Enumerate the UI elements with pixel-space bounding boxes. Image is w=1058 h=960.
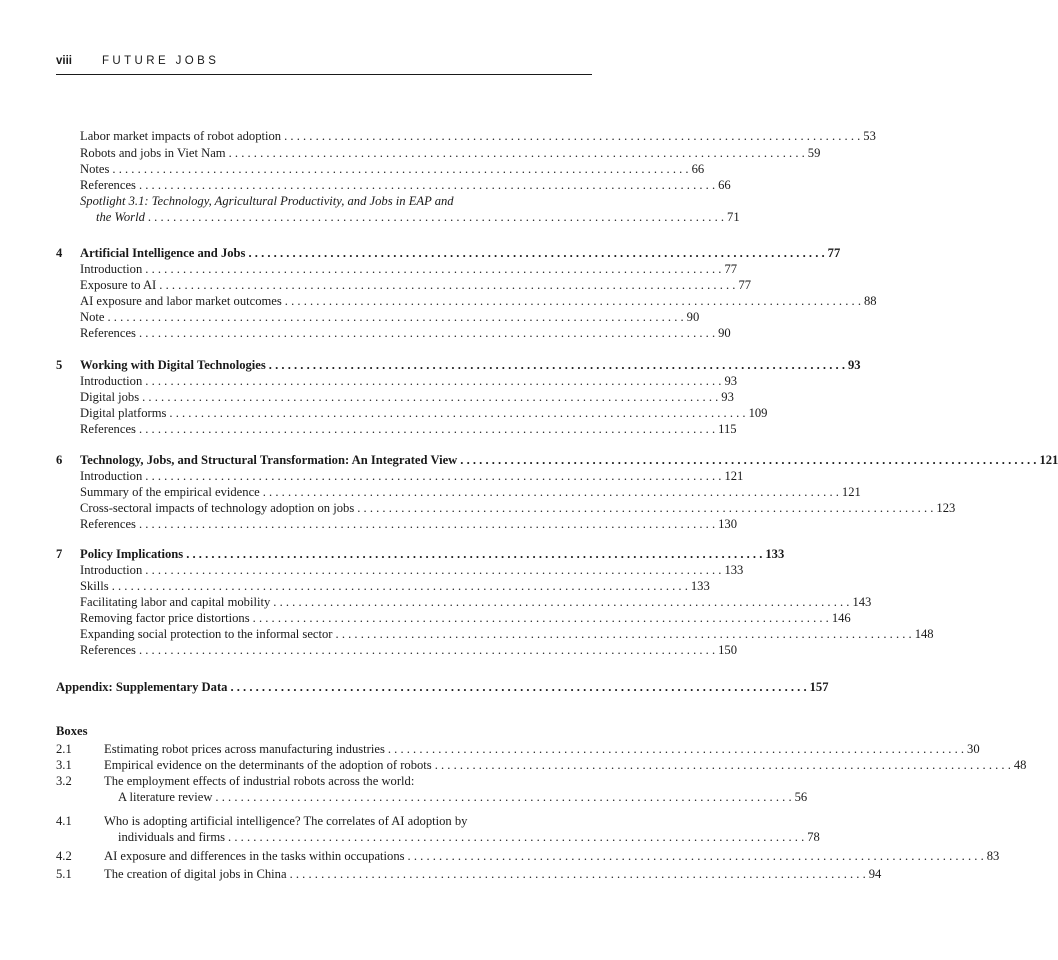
dot-leader — [159, 277, 735, 293]
dot-leader — [139, 421, 715, 437]
toc-entry[interactable] — [80, 500, 956, 516]
toc-entry-page: 130 — [718, 517, 737, 531]
toc-appendix[interactable] — [56, 679, 829, 695]
toc-entry[interactable] — [80, 642, 737, 658]
dot-leader — [253, 610, 829, 626]
toc-entry-page: 88 — [863, 294, 877, 308]
box-number: 3.1 — [56, 758, 72, 772]
box-number: 5.1 — [56, 867, 72, 881]
dot-leader — [112, 161, 688, 177]
toc-entry-title: Summary of the empirical evidence — [80, 485, 260, 499]
box-entry[interactable] — [104, 848, 1000, 864]
toc-entry-title: References — [80, 517, 136, 531]
box-entry-title: Estimating robot prices across manufacturing industries — [104, 742, 385, 756]
box-entry[interactable] — [104, 757, 1027, 773]
toc-entry-page: 123 — [936, 501, 956, 515]
dot-leader — [460, 452, 1036, 468]
boxes-heading: Boxes — [56, 724, 88, 738]
toc-chapter[interactable] — [80, 452, 1058, 468]
header-page-number: viii — [56, 55, 72, 67]
dot-leader — [112, 578, 688, 594]
chapter-number: 7 — [56, 547, 63, 561]
toc-entry-page: 90 — [718, 326, 731, 340]
dot-leader — [107, 309, 683, 325]
toc-entry-title: Exposure to AI — [80, 278, 157, 292]
toc-entry-title: Expanding social protection to the informal sector — [80, 627, 333, 641]
toc-entry-title: Digital platforms — [80, 406, 167, 420]
toc-entry[interactable] — [80, 325, 731, 341]
toc-entry-title: Labor market impacts of robot adoption — [80, 129, 282, 143]
toc-entry-page: 115 — [718, 422, 737, 436]
toc-entry-title: Policy Implications — [80, 547, 184, 561]
toc-entry-title: Digital jobs — [80, 390, 140, 404]
toc-entry-title: Note — [80, 310, 105, 324]
dot-leader — [142, 389, 718, 405]
toc-entry-page: 71 — [727, 210, 740, 224]
chapter-number: 5 — [56, 358, 63, 372]
toc-entry[interactable] — [80, 468, 744, 484]
box-entry-page: 56 — [794, 790, 808, 804]
dot-leader — [145, 562, 721, 578]
dot-leader — [139, 516, 715, 532]
box-number: 3.2 — [56, 774, 72, 788]
toc-entry-title: Artificial Intelligence and Jobs — [80, 246, 246, 260]
dot-leader — [148, 209, 724, 225]
toc-entry[interactable] — [80, 261, 738, 277]
toc-entry-page: 77 — [738, 278, 752, 292]
toc-entry-page: 146 — [831, 611, 851, 625]
toc-entry-page: 66 — [691, 162, 705, 176]
toc-entry[interactable] — [80, 626, 934, 642]
toc-entry-page: 121 — [841, 485, 861, 499]
toc-entry[interactable] — [80, 309, 700, 325]
toc-entry-title: Skills — [80, 579, 109, 593]
dot-leader — [248, 245, 824, 261]
toc-entry-page: 59 — [807, 146, 821, 160]
toc-entry-page: 148 — [914, 627, 934, 641]
toc-entry[interactable] — [96, 209, 740, 225]
toc-entry-page: 121 — [724, 469, 744, 483]
dot-leader — [139, 325, 715, 341]
toc-entry[interactable] — [80, 161, 705, 177]
toc-entry[interactable] — [80, 516, 737, 532]
box-entry-page: 83 — [986, 849, 1000, 863]
toc-entry-title: Robots and jobs in Viet Nam — [80, 146, 226, 160]
dot-leader — [145, 468, 721, 484]
toc-chapter[interactable] — [80, 546, 785, 562]
toc-entry-page: 109 — [748, 406, 768, 420]
toc-entry[interactable] — [80, 293, 877, 309]
toc-entry[interactable] — [80, 373, 738, 389]
toc-entry-title: Introduction — [80, 563, 143, 577]
toc-entry[interactable] — [80, 421, 737, 437]
toc-entry-title: AI exposure and labor market outcomes — [80, 294, 282, 308]
dot-leader — [145, 261, 721, 277]
toc-entry-title: Appendix: Supplementary Data — [56, 680, 228, 694]
toc-entry[interactable] — [80, 484, 861, 500]
box-entry[interactable] — [118, 829, 820, 845]
dot-leader — [357, 500, 933, 516]
box-entry-page: 94 — [868, 867, 882, 881]
box-entry[interactable] — [104, 866, 882, 882]
toc-entry[interactable] — [80, 145, 821, 161]
box-entry-title: Empirical evidence on the determinants of the adoption of robots — [104, 758, 432, 772]
toc-entry-page: 121 — [1039, 453, 1058, 467]
dot-leader — [273, 594, 849, 610]
toc-entry[interactable] — [80, 389, 734, 405]
running-header — [56, 52, 592, 75]
toc-entry[interactable] — [80, 405, 768, 421]
toc-entry-page: 53 — [863, 129, 876, 143]
toc-entry-page: 150 — [718, 643, 737, 657]
dot-leader — [269, 357, 845, 373]
box-number: 2.1 — [56, 742, 72, 756]
dot-leader — [229, 145, 805, 161]
box-entry-page: 78 — [807, 830, 820, 844]
dot-leader — [408, 848, 984, 864]
toc-entry-title: References — [80, 422, 136, 436]
box-entry-line1[interactable] — [104, 773, 536, 789]
header-book-title: FUTURE JOBS — [102, 55, 220, 67]
dot-leader — [290, 866, 866, 882]
toc-entry-page: 157 — [809, 680, 829, 694]
box-entry-title: AI exposure and differences in the tasks within occupations — [104, 849, 405, 863]
toc-entry[interactable] — [80, 128, 876, 144]
toc-entry-title: Introduction — [80, 262, 143, 276]
toc-entry-title: Working with Digital Technologies — [80, 358, 266, 372]
toc-entry[interactable] — [80, 562, 744, 578]
toc-entry-page: 93 — [721, 390, 734, 404]
box-number: 4.2 — [56, 849, 72, 863]
box-entry-title: individuals and firms — [118, 830, 226, 844]
toc-entry[interactable] — [80, 177, 731, 193]
toc-entry-page: 90 — [686, 310, 700, 324]
toc-entry-page: 66 — [718, 178, 731, 192]
toc-entry-title: References — [80, 326, 136, 340]
dot-leader — [263, 484, 839, 500]
dot-leader — [228, 829, 804, 845]
dot-leader — [284, 128, 860, 144]
toc-entry-title-line1: Spotlight 3.1: Technology, Agricultural Productivity, and Jobs in EAP and — [80, 194, 454, 208]
box-entry-page: 30 — [967, 742, 980, 756]
toc-entry-page: 133 — [765, 547, 785, 561]
dot-leader — [336, 626, 912, 642]
box-entry-page: 48 — [1013, 758, 1027, 772]
box-entry-title: A literature review — [118, 790, 213, 804]
toc-entry[interactable] — [80, 594, 872, 610]
toc-entry-title: the World — [96, 210, 145, 224]
chapter-number: 6 — [56, 453, 63, 467]
box-entry-title: The creation of digital jobs in China — [104, 867, 287, 881]
toc-entry-page: 133 — [690, 579, 710, 593]
toc-chapter[interactable] — [80, 245, 841, 261]
toc-entry[interactable] — [80, 610, 851, 626]
dot-leader — [215, 789, 791, 805]
toc-entry-title: Cross-sectoral impacts of technology adoption on jobs — [80, 501, 355, 515]
box-entry[interactable] — [104, 741, 980, 757]
dot-leader — [230, 679, 806, 695]
toc-entry-page: 93 — [724, 374, 738, 388]
toc-entry-title: References — [80, 178, 136, 192]
dot-leader — [139, 642, 715, 658]
box-entry-line1[interactable] — [104, 813, 536, 829]
toc-entry-title: Introduction — [80, 469, 143, 483]
toc-chapter[interactable] — [80, 357, 861, 373]
box-entry[interactable] — [118, 789, 808, 805]
dot-leader — [285, 293, 861, 309]
box-entry-title-line1: The employment effects of industrial robots across the world: — [104, 774, 415, 788]
dot-leader — [145, 373, 721, 389]
toc-entry-title: Removing factor price distortions — [80, 611, 250, 625]
chapter-number: 4 — [56, 246, 63, 260]
toc-entry[interactable] — [80, 578, 710, 594]
toc-entry-page: 133 — [724, 563, 744, 577]
toc-entry-title: References — [80, 643, 136, 657]
dot-leader — [388, 741, 964, 757]
toc-entry-page: 77 — [827, 246, 841, 260]
toc-entry-title: Facilitating labor and capital mobility — [80, 595, 271, 609]
box-number: 4.1 — [56, 814, 72, 828]
dot-leader — [186, 546, 762, 562]
toc-spotlight-line1[interactable] — [80, 193, 536, 209]
toc-entry-title: Introduction — [80, 374, 143, 388]
toc-entry-page: 143 — [852, 595, 872, 609]
dot-leader — [139, 177, 715, 193]
toc-entry-page: 77 — [724, 262, 738, 276]
box-entry-title-line1: Who is adopting artificial intelligence? The correlates of AI adoption by — [104, 814, 468, 828]
dot-leader — [435, 757, 1011, 773]
dot-leader — [169, 405, 745, 421]
toc-entry-title: Technology, Jobs, and Structural Transformation: An Integrated View — [80, 453, 458, 467]
toc-entry-page: 93 — [847, 358, 861, 372]
toc-entry[interactable] — [80, 277, 752, 293]
toc-entry-title: Notes — [80, 162, 110, 176]
